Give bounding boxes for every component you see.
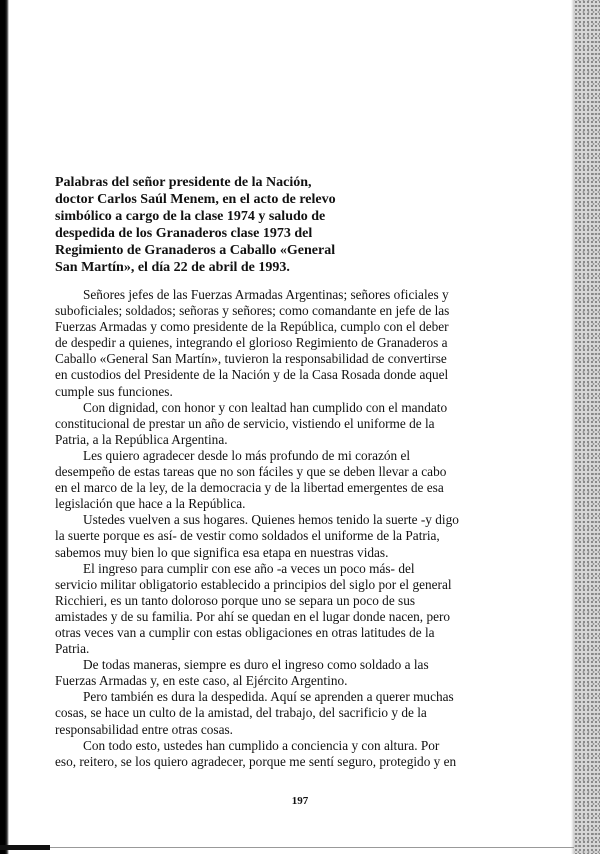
body-line: Señores jefes de las Fuerzas Armadas Argentinas; señores oficiales y [83,287,449,302]
body-line: Patria, a la República Argentina. [55,431,228,447]
body-line: Ricchieri, es un tanto doloroso porque uno se separa un poco de sus [55,592,416,608]
body-line: De todas maneras, siempre es duro el ingreso como soldado a las [83,657,429,673]
body-line: responsabilidad entre otras cosas. [55,721,233,737]
body-line: Les quiero agradecer desde lo más profundo de mi corazón el [83,447,411,463]
body-line: legislación que hace a la República. [55,496,246,512]
book-spine-edge [0,0,9,854]
body-line: otras veces van a cumplir con estas obligaciones en otras latitudes de la [55,624,435,640]
title-line: Palabras del señor presidente de la Nación, [55,175,312,190]
body-line: la suerte porque es así- de vestir como soldados el uniforme de la Patria, [55,528,440,544]
body-line: Patria. [55,641,90,657]
title-line: despedida de los Granaderos clase 1973 del [55,226,313,241]
body-line: Fuerzas Armadas y, en este caso, al Ejército Argentino. [55,673,348,689]
body-line: Fuerzas Armadas y como presidente de la República, cumplo con el deber [55,319,449,335]
title-line: San Martín», el día 22 de abril de 1993. [55,260,290,275]
speech-body [55,287,475,770]
body-line: cosas, se hace un culto de la amistad, del trabajo, del sacrificio y de la [55,705,427,721]
body-line: cumple sus funciones. [55,383,173,399]
page-number: 197 [291,795,309,807]
body-line: El ingreso para cumplir con ese año -a veces un poco más- del [83,560,415,576]
title-line: simbólico a cargo de la clase 1974 y saludo de [55,209,326,224]
speech-title [55,174,385,276]
body-line: suboficiales; soldados; señoras y señores; como comandante en jefe de las [55,303,450,319]
body-line: en el marco de la ley, de la democracia y de la libertad emergentes de esa [55,480,444,496]
page-corner-shadow [0,845,50,850]
body-line: constitucional de prestar un año de servicio, vistiendo el uniforme de la [55,415,435,431]
body-line: eso, reitero, se los quiero agradecer, porque me sentí seguro, protegido y en [55,753,457,769]
body-line: Con dignidad, con honor y con lealtad han cumplido con el mandato [83,399,448,415]
body-line: en custodios del Presidente de la Nación y de la Casa Rosada donde aquel [55,367,449,383]
title-line: doctor Carlos Saúl Menem, en el acto de relevo [55,192,336,207]
body-line: desempeño de estas tareas que no son fáciles y que se deben llevar a cabo [55,464,447,480]
body-line: de despedir a quienes, integrando el glorioso Regimiento de Granaderos a [55,335,448,351]
body-line: amistades y de su familia. Por ahí se quedan en el lugar donde nacen, pero [55,608,451,624]
body-line: Caballo «General San Martín», tuvieron la responsabilidad de convertirse [55,351,447,367]
body-line: Ustedes vuelven a sus hogares. Quienes hemos tenido la suerte -y digo [83,512,459,528]
body-line: servicio militar obligatorio establecido a principios del siglo por el general [55,576,452,592]
page-bottom-edge [6,847,574,848]
body-line: Pero también es dura la despedida. Aquí se aprenden a querer muchas [83,689,454,705]
title-line: Regimiento de Granaderos a Caballo «General [55,243,336,258]
body-line: sabemos muy bien lo que significa esa etapa en nuestras vidas. [55,544,389,560]
scan-shadow-edge [574,0,600,854]
body-line: Con todo esto, ustedes han cumplido a conciencia y con altura. Por [83,737,440,753]
